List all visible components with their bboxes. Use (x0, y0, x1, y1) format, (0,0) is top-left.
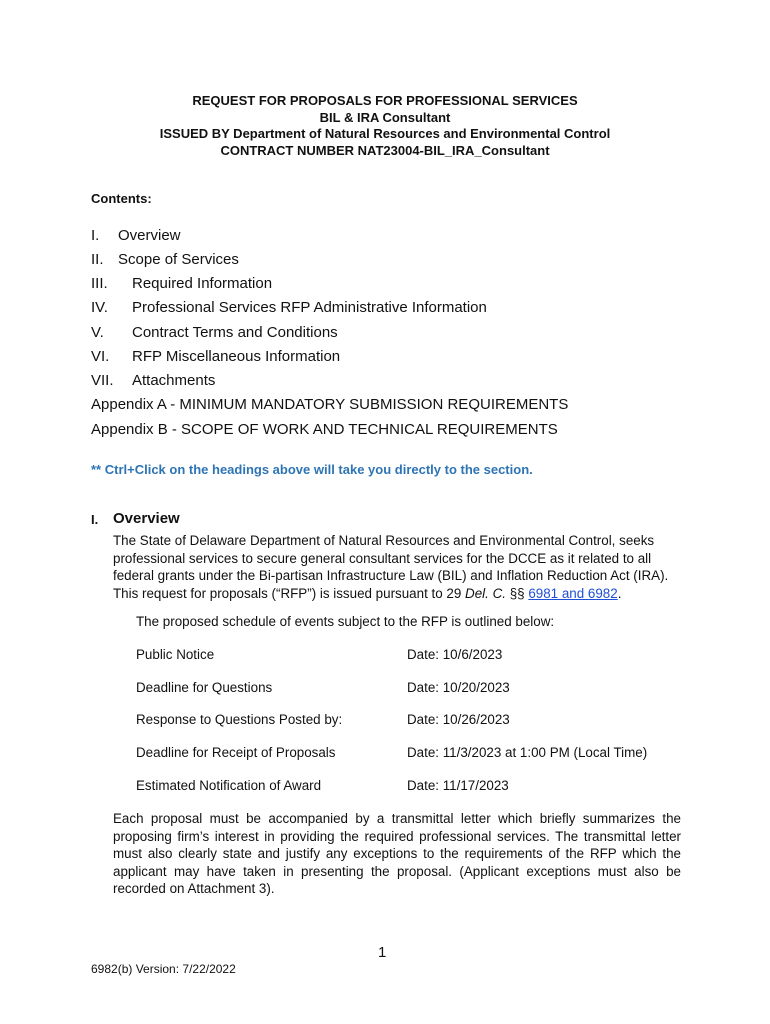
toc-label[interactable]: Scope of Services (118, 251, 239, 268)
schedule-event: Response to Questions Posted by: (136, 712, 343, 727)
schedule-event: Public Notice (136, 647, 215, 662)
header-line-4: CONTRACT NUMBER NAT23004-BIL_IRA_Consultant (220, 142, 550, 158)
transmittal-paragraph: Each proposal must be accompanied by a transmittal letter which briefly summarizes the proposing firm’s interest in providing the required professional services. The transmittal letter must also clearly state and justify any exceptions to the requirements of the RFP which the applicant may have taken in presenting the proposal. (Applicant exceptions must also be recorded on Attachment 3). (113, 811, 681, 896)
schedule-row (136, 778, 696, 798)
toc-label[interactable]: Contract Terms and Conditions (132, 324, 338, 341)
header-line-3: ISSUED BY Department of Natural Resources and Environmental Control (159, 126, 611, 141)
version-footer: 6982(b) Version: 7/22/2022 (91, 962, 236, 976)
toc-label[interactable]: Appendix A - MINIMUM MANDATORY SUBMISSION REQUIREMENTS (91, 396, 569, 413)
header-line-2: BIL & IRA Consultant (319, 109, 451, 125)
ctrl-click-note: ** Ctrl+Click on the headings above will take you directly to the section. (91, 462, 533, 477)
schedule-date: Date: 10/26/2023 (407, 712, 510, 727)
schedule-row (136, 745, 696, 765)
schedule-event: Estimated Notification of Award (136, 778, 322, 793)
schedule-row (136, 647, 696, 667)
toc-label[interactable]: Attachments (132, 372, 216, 389)
citation-del-c: Del. C. (465, 585, 506, 601)
toc-number: VI. (91, 348, 110, 365)
toc-number: I. (91, 227, 100, 244)
statute-link[interactable]: 6981 and 6982 (528, 585, 618, 601)
toc-label[interactable]: Professional Services RFP Administrative Information (132, 299, 487, 316)
toc-label[interactable]: Appendix B - SCOPE OF WORK AND TECHNICAL REQUIREMENTS (91, 421, 558, 438)
schedule-event: Deadline for Questions (136, 680, 273, 695)
period: . (617, 585, 622, 601)
section-symbol: §§ (505, 585, 529, 601)
schedule-row (136, 712, 696, 732)
schedule-date: Date: 11/3/2023 at 1:00 PM (Local Time) (407, 745, 648, 760)
toc-label[interactable]: RFP Miscellaneous Information (132, 348, 341, 365)
page-number: 1 (378, 944, 387, 961)
section-title-overview: Overview (113, 510, 180, 527)
schedule-date: Date: 10/20/2023 (407, 680, 510, 695)
contents-label: Contents: (91, 191, 152, 206)
overview-paragraph (113, 532, 685, 602)
schedule-date: Date: 11/17/2023 (407, 778, 509, 793)
toc-number: VII. (91, 372, 114, 389)
schedule-event: Deadline for Receipt of Proposals (136, 745, 336, 760)
toc-label[interactable]: Overview (118, 227, 181, 244)
toc-label[interactable]: Required Information (132, 275, 273, 292)
toc-number: III. (91, 275, 108, 292)
toc-number: IV. (91, 299, 108, 316)
schedule-row (136, 680, 696, 700)
schedule-intro: The proposed schedule of events subject to the RFP is outlined below: (136, 614, 555, 629)
overview-text: The State of Delaware Department of Natural Resources and Environmental Control, seeks professional services to secure general consultant services for the DCCE as it related to all federal grants under the Bi-partisan Infrastructure Law (BIL) and Inflation Reduction Act (IRA). This request for proposals (“RFP”) is issued pursuant to 29 (113, 533, 669, 601)
rfp-header (0, 93, 770, 159)
toc-number: II. (91, 251, 104, 268)
toc-number: V. (91, 324, 104, 341)
schedule-date: Date: 10/6/2023 (407, 647, 503, 662)
section-number: I. (91, 512, 99, 527)
header-line-1: REQUEST FOR PROPOSALS FOR PROFESSIONAL SERVICES (192, 93, 578, 108)
